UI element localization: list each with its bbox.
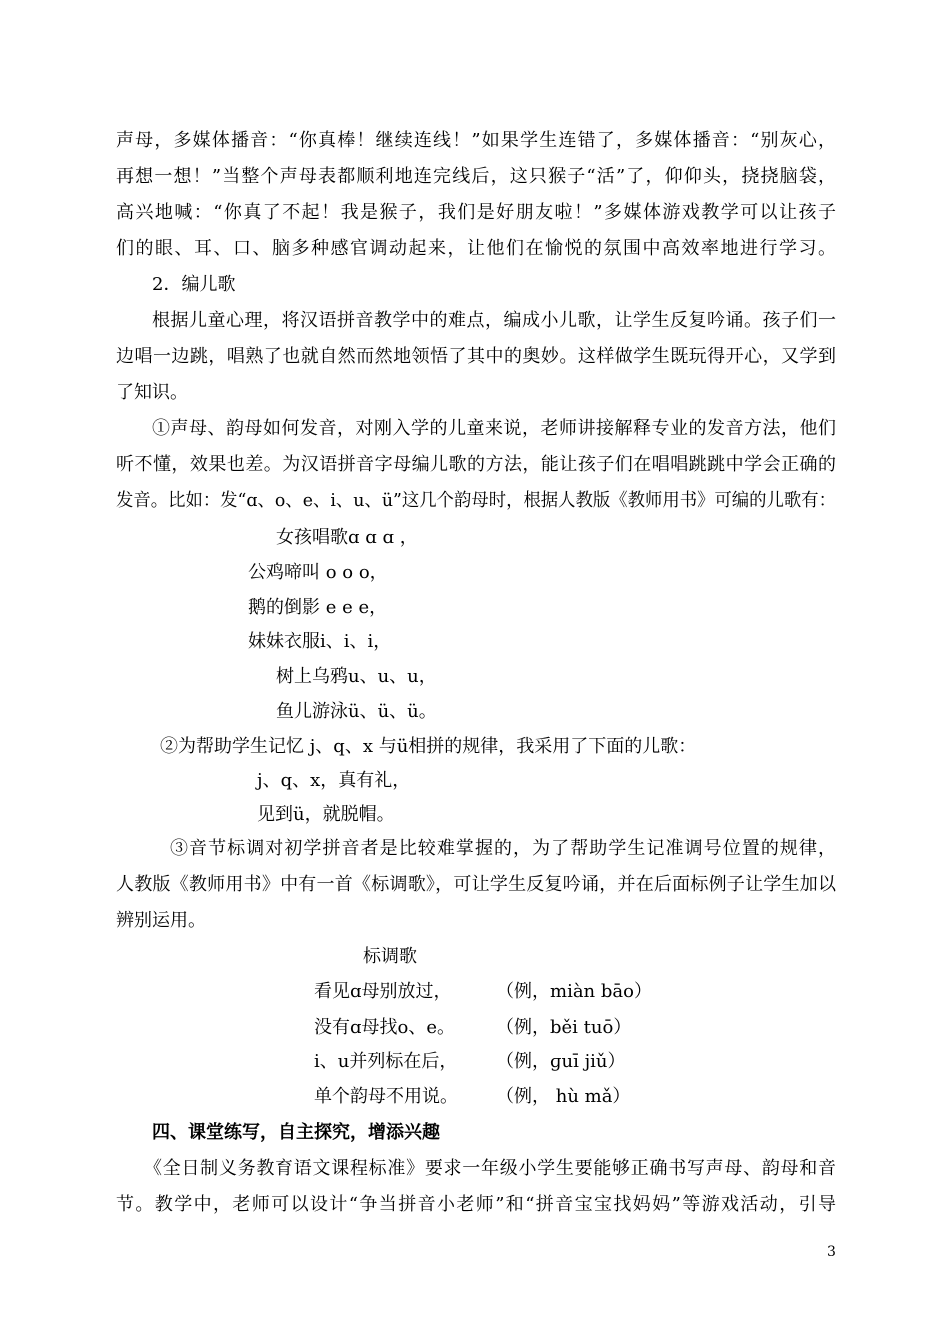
body-text-line: 了知识。: [116, 382, 188, 403]
tone-song-verse: 没有ɑ母找o、e。: [314, 1017, 456, 1038]
body-text-line: 节。教学中，老师可以设计“争当拼音小老师”和“拼音宝宝找妈妈”等游戏活动，引导: [116, 1194, 838, 1215]
body-text-line: ②为帮助学生记忆 j、q、x 与ü相拼的规律，我采用了下面的儿歌：: [160, 736, 697, 757]
body-text-line: ③音节标调对初学拼音者是比较难掌握的，为了帮助学生记准调号位置的规律，: [170, 838, 838, 859]
song-line: 见到ü，就脱帽。: [257, 804, 395, 825]
tone-song-example: （例，běi tuō）: [496, 1017, 632, 1038]
body-text-line: 《全日制义务教育语文课程标准》要求一年级小学生要能够正确书写声母、韵母和音: [144, 1158, 837, 1179]
body-text-line: 们的眼、耳、口、脑多种感官调动起来，让他们在愉悦的氛围中高效率地进行学习。: [116, 238, 838, 259]
tone-song-verse: i、u并列标在后，: [314, 1051, 458, 1072]
song-line: 公鸡啼叫 o o o，: [248, 562, 388, 583]
tone-song-verse: 看见ɑ母别放过，: [314, 981, 452, 1002]
body-text-line: 听不懂，效果也差。为汉语拼音字母编儿歌的方法，能让孩子们在唱唱跳跳中学会正确的: [116, 454, 837, 475]
tone-song-example: （例，miàn bāo）: [496, 981, 652, 1002]
body-text-line: 人教版《教师用书》中有一首《标调歌》，可让学生反复吟诵，并在后面标例子让学生加以: [116, 874, 837, 895]
body-text-line: 声母，多媒体播音：“你真棒！继续连线！”如果学生连错了，多媒体播音：“别灰心，: [116, 130, 838, 151]
song-line: j、q、x，真有礼，: [257, 770, 411, 791]
body-text-line: 根据儿童心理，将汉语拼音教学中的难点，编成小儿歌，让学生反复吟诵。孩子们一: [152, 310, 837, 331]
song-line: 鱼儿游泳ü、ü、ü。: [276, 701, 437, 722]
body-text-line: 发音。比如：发“ɑ、o、e、i、u、ü”这几个韵母时，根据人教版《教师用书》可编的儿歌有：: [116, 490, 836, 511]
section-heading: 四、课堂练写，自主探究，增添兴趣: [152, 1122, 440, 1143]
page-number: 3: [827, 1244, 836, 1260]
body-text-line: 高兴地喊：“你真了不起！我是猴子，我们是好朋友啦！”多媒体游戏教学可以让孩子: [116, 202, 838, 223]
tone-song-verse: 单个韵母不用说。: [314, 1086, 458, 1107]
body-text-line: ①声母、韵母如何发音，对刚入学的儿童来说，老师讲接解释专业的发音方法，他们: [152, 418, 837, 439]
tone-song-example: （例， hù mǎ）: [496, 1086, 631, 1107]
tone-song-example: （例，ɡuī jiǔ）: [496, 1051, 626, 1072]
body-text-line: 边唱一边跳，唱熟了也就自然而然地领悟了其中的奥妙。这样做学生既玩得开心，又学到: [116, 346, 837, 367]
song-line: 女孩唱歌ɑ ɑ ɑ ，: [276, 527, 418, 548]
song-line: 妹妹衣服i、i、i，: [248, 631, 392, 652]
body-text-line: 辨别运用。: [116, 910, 206, 931]
body-text-line: 再想一想！”当整个声母表都顺利地连完线后，这只猴子“活”了，仰仰头，挠挠脑袋，: [116, 166, 838, 187]
tone-song-title: 标调歌: [363, 946, 417, 967]
song-line: 鹅的倒影 e e e，: [248, 597, 388, 618]
song-line: 树上乌鸦u、u、u，: [276, 666, 437, 687]
section-subheading: 2．编儿歌: [152, 274, 236, 295]
